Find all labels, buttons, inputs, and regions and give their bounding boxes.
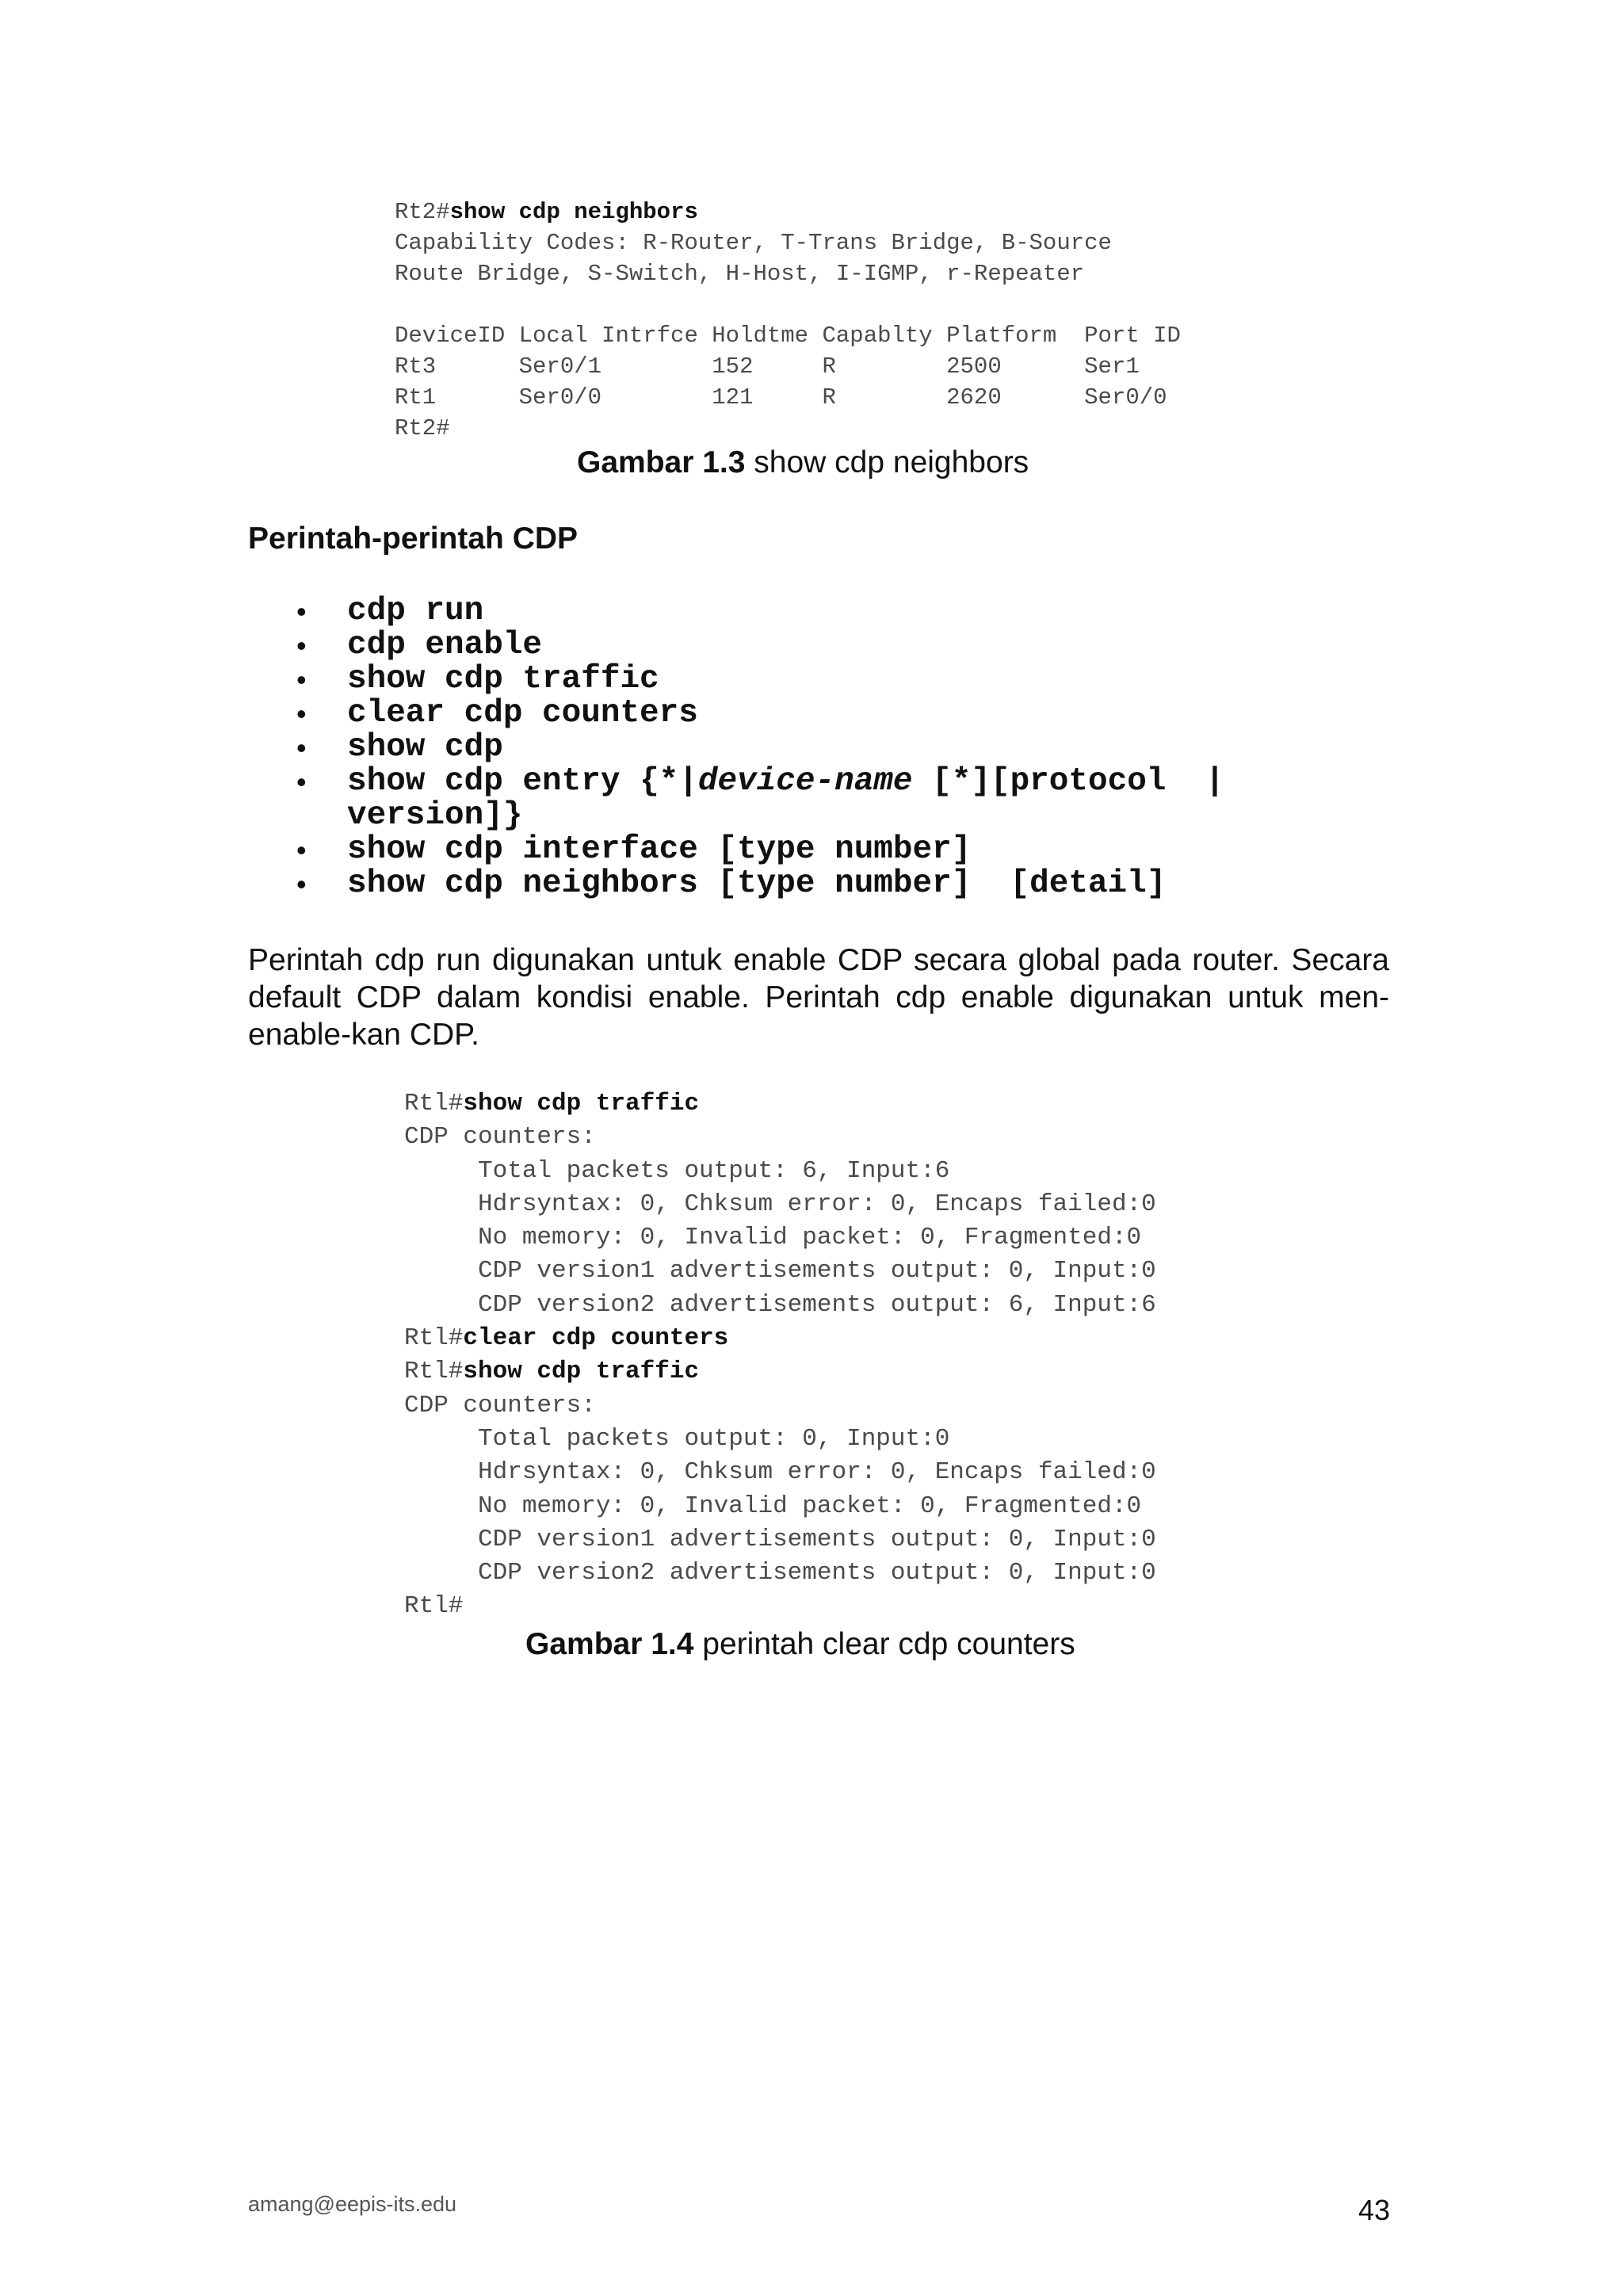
caption-label: Gambar 1.4: [525, 1627, 694, 1661]
terminal-command-line: [395, 197, 1181, 227]
command-text: version]: [347, 797, 503, 834]
command-text: show cdp: [347, 729, 503, 766]
command-text: show cdp traffic: [347, 661, 659, 697]
command-text: clear cdp counters: [347, 695, 698, 732]
terminal-output-line: Hdrsyntax: 0, Chksum error: 0, Encaps failed:0: [404, 1458, 1156, 1487]
bullet-icon: •: [296, 868, 307, 900]
bullet-icon: •: [296, 663, 307, 696]
terminal-output-line: Hdrsyntax: 0, Chksum error: 0, Encaps failed:0: [404, 1190, 1156, 1218]
pipe-symbol: |: [678, 763, 698, 800]
bullet-icon: •: [296, 629, 307, 662]
command-text: [*][protocol |: [912, 763, 1225, 800]
terminal-output-line: CDP version2 advertisements output: 6, Input:6: [404, 1290, 1156, 1319]
terminal-output-line: CDP counters:: [404, 1391, 596, 1419]
terminal-prompt: Rtl#: [404, 1358, 464, 1386]
terminal-output-line: CDP version1 advertisements output: 0, Input:0: [404, 1257, 1156, 1286]
command-text: show cdp interface [type number]: [347, 831, 972, 868]
command-text: cdp run: [347, 593, 484, 629]
bullet-icon: •: [296, 732, 307, 764]
terminal-prompt-line: Rt2#: [395, 415, 450, 441]
terminal-output-line: No memory: 0, Invalid packet: 0, Fragmented:0: [404, 1492, 1142, 1520]
bullet-icon: •: [296, 766, 307, 798]
cdp-command-list: [290, 594, 1224, 901]
terminal-output-line: CDP counters:: [404, 1123, 596, 1152]
brace-open: {: [640, 763, 659, 800]
caption-text: show cdp neighbors: [745, 445, 1029, 479]
list-item: [290, 663, 1224, 697]
footer-email: amang@eepis-its.edu: [248, 2192, 457, 2216]
brace-close: }: [502, 797, 523, 834]
list-item: [290, 628, 1224, 663]
terminal-output-line: Route Bridge, S-Switch, H-Host, I-IGMP, r-Repeater: [395, 261, 1085, 287]
terminal-output-line: CDP version2 advertisements output: 0, Input:0: [404, 1559, 1156, 1587]
terminal-blank-line: [395, 289, 1181, 320]
bullet-icon: •: [296, 834, 307, 866]
terminal-output-line: Total packets output: 0, Input:0: [404, 1424, 950, 1453]
list-item: [290, 697, 1224, 731]
terminal-prompt: Rtl#: [404, 1090, 464, 1117]
terminal-command: clear cdp counters: [463, 1324, 729, 1353]
terminal-command-line: [404, 1087, 1156, 1121]
terminal-prompt-line: Rtl#: [404, 1592, 464, 1621]
terminal-prompt: Rtl#: [404, 1324, 464, 1353]
list-item: [290, 731, 1224, 765]
list-item: [290, 833, 1224, 867]
list-item: [290, 594, 1224, 628]
terminal-command-line: [404, 1322, 1156, 1355]
terminal-output-line: CDP version1 advertisements output: 0, Input:0: [404, 1525, 1156, 1553]
figure-1-4-terminal: [404, 1087, 1156, 1624]
page-number: 43: [1358, 2194, 1391, 2226]
terminal-output-line: Total packets output: 6, Input:6: [404, 1156, 950, 1185]
terminal-command: show cdp neighbors: [449, 199, 698, 225]
figure-1-3-terminal: [395, 197, 1181, 444]
terminal-prompt: Rt2#: [395, 199, 450, 225]
terminal-command: show cdp traffic: [463, 1358, 700, 1386]
terminal-output-line: Capability Codes: R-Router, T-Trans Bridge, B-Source: [395, 230, 1112, 256]
command-text: show cdp entry: [347, 763, 640, 800]
command-text: cdp enable: [347, 627, 543, 663]
terminal-command-line: [404, 1355, 1156, 1389]
figure-1-4-caption: [525, 1626, 1075, 1664]
terminal-output-line: No memory: 0, Invalid packet: 0, Fragmented:0: [404, 1224, 1142, 1252]
terminal-table-header: DeviceID Local Intrfce Holdtme Capablty Platform Port ID: [395, 323, 1181, 349]
list-item: [290, 867, 1224, 901]
figure-1-3-caption: [577, 444, 1029, 482]
body-paragraph: Perintah cdp run digunakan untuk enable CDP secara global pada router. Secara default CDP dalam kondisi enable. Perintah cdp enable digunakan untuk men-enable-kan CDP.: [248, 943, 1389, 1052]
caption-label: Gambar 1.3: [577, 445, 746, 479]
command-text: show cdp neighbors [type number] [detail]: [347, 865, 1167, 902]
star-symbol: *: [659, 763, 679, 800]
bullet-icon: •: [296, 697, 307, 730]
device-name-param: device-name: [697, 763, 913, 800]
command-continuation: [347, 799, 1224, 833]
terminal-table-row: Rt1 Ser0/0 121 R 2620 Ser0/0: [395, 384, 1167, 411]
list-item-entry: [290, 765, 1224, 833]
section-heading: Perintah-perintah CDP: [248, 521, 579, 556]
terminal-table-row: Rt3 Ser0/1 152 R 2500 Ser1: [395, 353, 1140, 380]
terminal-command: show cdp traffic: [463, 1090, 700, 1117]
caption-text: perintah clear cdp counters: [693, 1627, 1075, 1661]
bullet-icon: •: [296, 595, 307, 628]
